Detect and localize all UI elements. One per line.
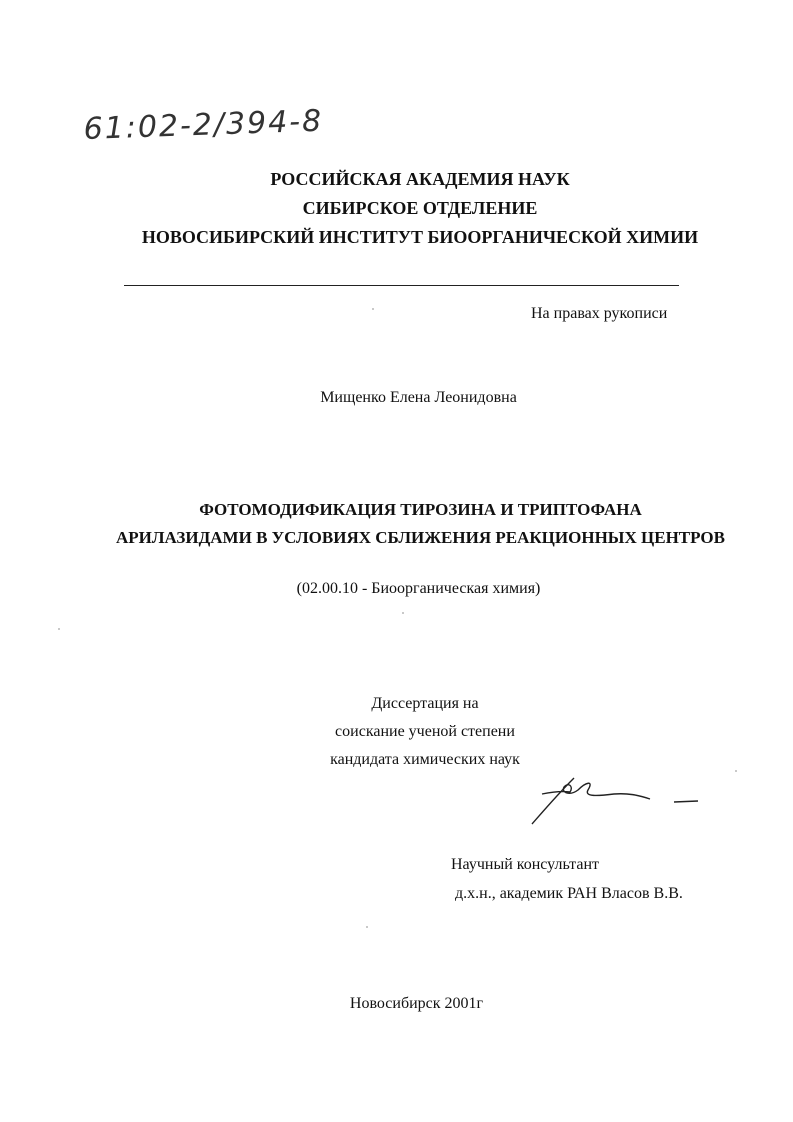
scan-speck xyxy=(366,926,368,928)
scan-speck xyxy=(402,612,404,614)
author-name: Мищенко Елена Леонидовна xyxy=(320,389,517,406)
organization-block xyxy=(40,165,793,252)
degree-line-2: соискание ученой степени xyxy=(335,723,515,740)
manuscript-rights-note: На правах рукописи xyxy=(531,305,668,322)
header-divider xyxy=(124,285,679,286)
handwritten-archive-number: 61:02-2/394-8 xyxy=(83,103,324,147)
degree-line-3: кандидата химических наук xyxy=(330,751,520,768)
title-line-2: АРИЛАЗИДАМИ В УСЛОВИЯХ СБЛИЖЕНИЯ РЕАКЦИОННЫХ ЦЕНТРОВ xyxy=(115,528,725,547)
dissertation-degree-block xyxy=(320,690,530,774)
scan-speck xyxy=(735,770,737,772)
organization-line-institute: НОВОСИБИРСКИЙ ИНСТИТУТ БИООРГАНИЧЕСКОЙ ХИМИИ xyxy=(141,227,699,247)
dissertation-title xyxy=(24,496,793,552)
degree-line-1: Диссертация на xyxy=(371,695,479,712)
advisor-name: д.х.н., академик РАН Власов В.В. xyxy=(455,885,683,902)
scan-speck xyxy=(58,628,60,630)
handwritten-signature xyxy=(528,772,718,828)
organization-line-academy: РОССИЙСКАЯ АКАДЕМИЯ НАУК xyxy=(270,169,570,189)
advisor-label: Научный консультант xyxy=(451,856,599,873)
scan-speck xyxy=(372,308,374,310)
specialty-code: (02.00.10 - Биоорганическая химия) xyxy=(296,580,541,597)
title-line-1: ФОТОМОДИФИКАЦИЯ ТИРОЗИНА И ТРИПТОФАНА xyxy=(199,500,642,519)
city-year: Новосибирск 2001г xyxy=(349,995,484,1012)
organization-line-branch: СИБИРСКОЕ ОТДЕЛЕНИЕ xyxy=(302,198,538,218)
